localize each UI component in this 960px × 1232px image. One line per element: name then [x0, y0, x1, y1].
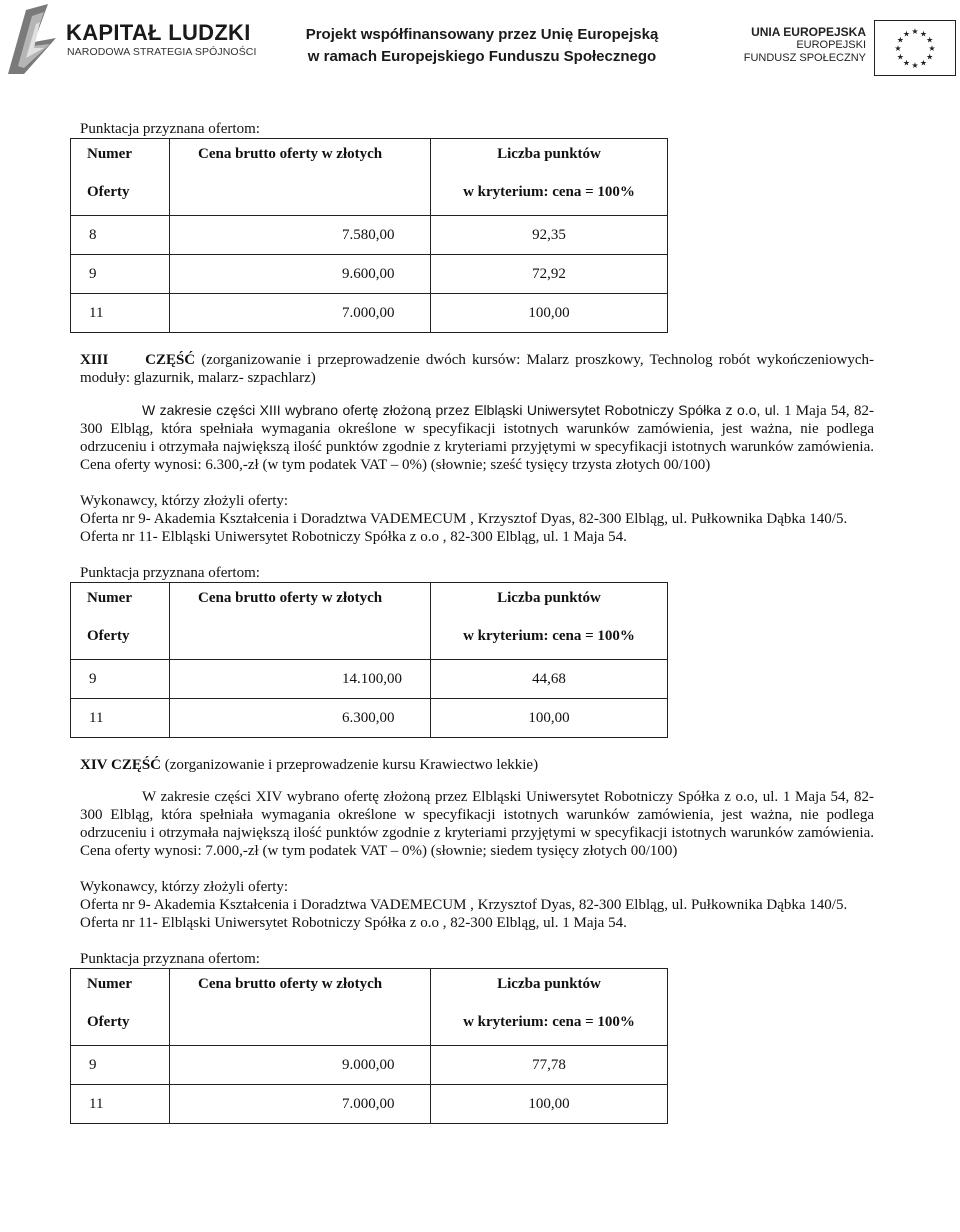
eu-star-icon: ★ [896, 52, 904, 62]
offer-points: 77,78 [431, 1046, 668, 1085]
section-xiii-decision [80, 401, 874, 474]
offer-price [170, 660, 431, 699]
document-body [80, 120, 874, 1124]
eu-star-icon: ★ [894, 44, 902, 53]
section-xiv-decision: W zakresie części XIV wybrano ofertę złożoną przez Elbląski Uniwersytet Robotniczy Spółka z o.o, ul. 1 Maja 54, 82-300 Elbląg, która spełniała wymagania określone w specyfikacji istotnych warunków zamówienia, jest ważna, nie podlega odrzuceniu i otrzymała największą ilość punktów zgodnie z kryteriami przyjętymi w specyfikacji istotnych warunków zamówienia. Cena oferty wynosi: 7.000,-zł (w tym podatek VAT – 0%) (słownie; siedem tysięcy złotych 00/100) [80, 789, 874, 859]
eu-star-icon: ★ [902, 58, 911, 68]
header-cell-price [170, 583, 431, 660]
offer-price [170, 1046, 431, 1085]
header-points: Liczba punktów [497, 146, 601, 162]
page-header [0, 0, 960, 80]
offer-number: 11 [71, 699, 170, 738]
section-xiv-bidder-2: Oferta nr 11- Elbląski Uniwersytet Robotniczy Spółka z o.o , 82-300 Elbląg, ul. 1 Maja 54. [80, 915, 627, 931]
header-offer: Oferty [87, 628, 130, 644]
eu-line-3: FUNDUSZ SPOŁECZNY [743, 52, 866, 64]
header-price: Cena brutto oferty w złotych [198, 590, 383, 606]
offer-points: 100,00 [431, 1085, 668, 1124]
header-number: Numer [87, 976, 132, 992]
offer-price [170, 294, 431, 333]
offer-price [170, 255, 431, 294]
eu-star-icon: ★ [902, 29, 911, 39]
header-price: Cena brutto oferty w złotych [198, 146, 383, 162]
eu-star-icon: ★ [896, 35, 904, 45]
scoring-label: Punktacja przyznana ofertom: [80, 121, 260, 137]
section-xiii-decision-part1: W zakresie części XIII wybrano ofertę złożoną przez Elbląski Uniwersytet Robotniczy Spółka z o.o, ul. [142, 402, 780, 418]
header-offer: Oferty [87, 184, 130, 200]
scoring-table-xiv [70, 968, 668, 1124]
section-xiii-word: CZĘŚĆ [145, 352, 196, 368]
price-value: 7.000,00 [342, 1096, 395, 1112]
header-number: Numer [87, 146, 132, 162]
project-line-1: Projekt współfinansowany przez Unię Europejską [305, 26, 659, 43]
offer-points: 44,68 [431, 660, 668, 699]
section-xiii-bidders-label: Wykonawcy, którzy złożyli oferty: [80, 493, 289, 509]
table-row [71, 660, 668, 699]
kapital-ludzki-subtitle: NARODOWA STRATEGIA SPÓJNOŚCI [67, 46, 257, 58]
eu-star-icon: ★ [919, 58, 928, 68]
offer-points: 100,00 [431, 699, 668, 738]
eu-star-icon: ★ [926, 52, 934, 62]
header-offer: Oferty [87, 1014, 130, 1030]
offer-number: 8 [71, 216, 170, 255]
price-value: 6.300,00 [342, 710, 395, 726]
section-xiv-title: (zorganizowanie i przeprowadzenie kursu Krawiectwo lekkie) [164, 757, 539, 773]
scoring-label: Punktacja przyznana ofertom: [80, 951, 260, 967]
price-value: 7.000,00 [342, 305, 395, 321]
header-criterion: w kryterium: cena = 100% [463, 628, 635, 644]
scoring-table-xiii [70, 582, 668, 738]
table-row [71, 1085, 668, 1124]
section-xiii-decision-part2: 1 Maja 54, 82-300 Elbląg, która spełniała wymagania określone w specyfikacji istotnych warunków zamówienia, jest ważna, nie podlega odrzuceniu i otrzymała największą ilość punktów zgodnie z kryteriami przyjętymi w specyfikacji istotnych warunków zamówienia. Cena oferty wynosi: 6.300,-zł (w tym podatek VAT – 0%) (słownie; sześć tysięcy trzysta złotych 00/100) [80, 403, 875, 473]
scoring-label: Punktacja przyznana ofertom: [80, 565, 260, 581]
section-xiv-bidders-label: Wykonawcy, którzy złożyli oferty: [80, 879, 289, 895]
offer-price [170, 216, 431, 255]
table-row [71, 255, 668, 294]
header-cell-number [71, 583, 170, 660]
section-xiv-bidder-1: Oferta nr 9- Akademia Kształcenia i Doradztwa VADEMECUM , Krzysztof Dyas, 82-300 Elbląg, ul. Pułkownika Dąbka 140/5. [80, 897, 848, 913]
table-row [71, 294, 668, 333]
header-price: Cena brutto oferty w złotych [198, 976, 383, 992]
kapital-ludzki-title: KAPITAŁ LUDZKI [66, 20, 251, 45]
kapital-ludzki-logo-icon [4, 2, 62, 76]
header-points: Liczba punktów [497, 590, 601, 606]
price-value: 9.000,00 [342, 1057, 395, 1073]
section-xiii-title: (zorganizowanie i przeprowadzenie dwóch kursów: Malarz proszkowy, Technolog robót wykończeniowych-moduły: glazurnik, malarz- szpachlarz) [80, 352, 875, 386]
header-cell-number [71, 969, 170, 1046]
header-points: Liczba punktów [497, 976, 601, 992]
offer-price [170, 699, 431, 738]
table-row [71, 1046, 668, 1085]
header-cell-price [170, 139, 431, 216]
section-xiii-heading [80, 351, 874, 387]
offer-number: 11 [71, 294, 170, 333]
header-cell-points [431, 969, 668, 1046]
eu-star-icon: ★ [911, 61, 919, 70]
offer-number: 11 [71, 1085, 170, 1124]
header-cell-points [431, 139, 668, 216]
eu-star-icon: ★ [926, 35, 934, 45]
header-criterion: w kryterium: cena = 100% [463, 184, 635, 200]
eu-line-1: UNIA EUROPEJSKA [751, 25, 866, 39]
offer-points: 72,92 [431, 255, 668, 294]
eu-flag-icon [874, 20, 956, 76]
header-cell-price [170, 969, 431, 1046]
eu-star-icon: ★ [911, 27, 919, 36]
price-value: 9.600,00 [342, 266, 395, 282]
offer-number: 9 [71, 255, 170, 294]
eu-star-icon: ★ [928, 44, 936, 53]
header-number: Numer [87, 590, 132, 606]
section-xiii-bidder-1: Oferta nr 9- Akademia Kształcenia i Doradztwa VADEMECUM , Krzysztof Dyas, 82-300 Elbląg, ul. Pułkownika Dąbka 140/5. [80, 511, 848, 527]
price-value: 7.580,00 [342, 227, 395, 243]
table-row [71, 699, 668, 738]
header-criterion: w kryterium: cena = 100% [463, 1014, 635, 1030]
offer-points: 100,00 [431, 294, 668, 333]
offer-number: 9 [71, 1046, 170, 1085]
section-xiii-bidder-2: Oferta nr 11- Elbląski Uniwersytet Robotniczy Spółka z o.o , 82-300 Elbląg, ul. 1 Maja 54. [80, 529, 627, 545]
offer-points: 92,35 [431, 216, 668, 255]
section-xiii-number: XIII [80, 352, 109, 368]
section-xiv-number: XIV CZĘŚĆ [80, 757, 161, 773]
project-line-2: w ramach Europejskiego Funduszu Społecznego [307, 48, 657, 65]
table-row [71, 216, 668, 255]
eu-line-2: EUROPEJSKI [796, 39, 866, 51]
eu-star-icon: ★ [919, 29, 928, 39]
offer-price [170, 1085, 431, 1124]
offer-number: 9 [71, 660, 170, 699]
section-xiv-heading [80, 756, 874, 774]
header-cell-points [431, 583, 668, 660]
eu-logo-text [716, 26, 866, 65]
project-cofinancing-text [272, 24, 692, 68]
scoring-table-prev [70, 138, 668, 333]
header-cell-number [71, 139, 170, 216]
price-value: 14.100,00 [342, 671, 402, 687]
